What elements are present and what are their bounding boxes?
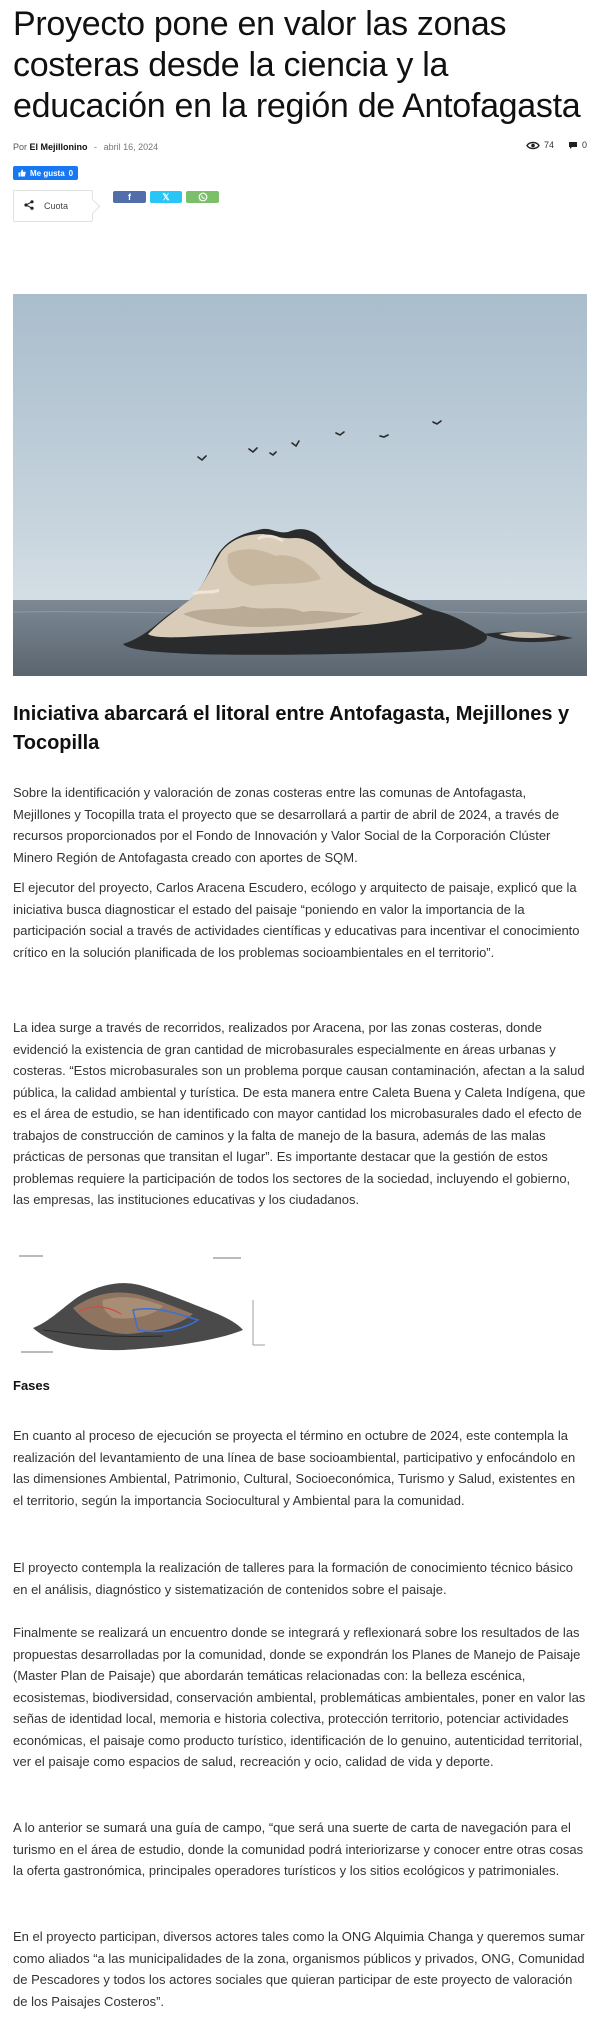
like-label: Me gusta [30,168,65,178]
views-count: 74 [543,140,554,150]
publish-date: abril 16, 2024 [103,142,159,152]
share-row [13,190,587,230]
whatsapp-icon [198,192,208,202]
paragraph-4: En cuanto al proceso de ejecución se proyecta el término en octubre de 2024, este contempla la realización del levantamiento de una línea de base socioambiental, participativo y enfocándolo en las dimensiones Ambiental, Patrimonio, Cultural, Socioeconómica, Turismo y Salud, existentes en el territorio, según la importancia Sociocultural y Ambiental para la comunidad. [13,1428,576,1508]
hero-image-rock-birds [13,294,587,676]
article-title: Proyecto pone en valor las zonas costeras desde la ciencia y la educación en la región de Antofagasta [13,5,581,125]
comment-icon [568,141,578,150]
article-stats [526,140,587,150]
whatsapp-share-button[interactable] [186,191,219,203]
meta-separator: - [94,142,98,152]
article [13,0,587,2009]
facebook-share-button[interactable] [113,191,146,203]
author-link[interactable]: El Mejillonino [29,142,88,152]
paragraph-1: Sobre la identificación y valoración de zonas costeras entre las comunas de Antofagasta, Mejillones y Tocopilla trata el proyecto que se desarrollará a partir de abril de 2024, a través de recursos proporcionados por el Fondo de Innovación y Valor Social de la Corporación Clúster Minero Región de Antofagasta creado con aportes de SQM. [13,785,560,865]
article-subtitle: Iniciativa abarcará el litoral entre Antofagasta, Mejillones y Tocopilla [13,703,570,754]
paragraph-3: La idea surge a través de recorridos, realizados por Aracena, por las zonas costeras, donde evidenció la existencia de gran cantidad de microbasurales especialmente en áreas urbanas y costeras. “Estos microbasurales son un problema porque causan contaminación, afectan a la salud pública, la calidad ambiental y turística. De esta manera entre Caleta Buena y Caleta Indígena, que es el área de estudio, se han identificado con mayor cantidad los microbasurales dado el efecto de trabajos de construcción de caminos y la falta de manejo de la basura, además de las malas prácticas de personas que transitan el lugar”. Es importante destacar que la gestión de estos problemas requiere la participación de todos los sectores de la sociedad, incluyendo el gobierno, las empresas, las instituciones educativas y los ciudadanos. [13,1020,586,1207]
thumbs-up-icon [18,169,26,177]
paragraph-7: A lo anterior se sumará una guía de campo, “que será una suerte de carta de navegación para el turismo en el área de estudio, donde la comunidad podrá interiorizarse y conocer entre otras cosas la oferta gastronómica, principales operadores turísticos y los sitios ecológicos y patrimoniales. [13,1820,584,1878]
share-icon [14,200,44,212]
paragraph-6: Finalmente se realizará un encuentro donde se integrará y reflexionará sobre los resultados de las propuestas desarrolladas por la comunidad, donde se expondrán los Planes de Manejo de Paisaje (Master Plan de Paisaje) que abordarán temáticas relacionadas con: la belleza escénica, ecosistemas, biodiversidad, conservación ambiental, problemáticas ambientales, poner en valor las señas de identidad local, memoria e historia colectiva, protección territorio, potenciar actividades económicas, el paisaje como producto turístico, identificación de lo genuino, autenticidad territorial, ver el paisaje como espacios de salud, recreación y ocio, calidad de vida y deporte. [13,1625,586,1769]
twitter-icon: 𝕏 [162,191,170,202]
paragraph-5: El proyecto contempla la realización de talleres para la formación de conocimiento técnico básico en el análisis, diagnóstico y sistematización de contenidos sobre el paisaje. [13,1560,574,1597]
comments-stat[interactable] [568,140,587,150]
byline [13,142,158,152]
eye-icon [526,141,540,150]
article-meta [13,137,587,157]
facebook-icon: f [128,192,131,202]
paragraph-8: En el proyecto participan, diversos actores tales como la ONG Alquimia Changa y queremos sumar como aliados “a las municipalidades de la zona, organismos públicos y privados, ONG, Comunidad de Pescadores y todos los actores sociales que quieran participar de este proyecto de valoración de los Paisajes Costeros”. [13,1929,585,2009]
twitter-share-button[interactable] [150,191,182,203]
like-count: 0 [68,168,74,178]
terrain-3d-map-image [13,1250,273,1360]
paragraph-2: El ejecutor del proyecto, Carlos Aracena Escudero, ecólogo y arquitecto de paisaje, explicó que la iniciativa busca diagnosticar el estado del paisaje “poniendo en valor la importancia de la participación social a través de actividades científicas y educativas para incentivar el conocimiento crítico en la solución planificada de los problemas socioambientales en el territorio”. [13,880,580,960]
comments-count: 0 [581,140,587,150]
fases-heading: Fases [13,1378,50,1393]
views-stat [526,140,554,150]
facebook-like-button[interactable] [13,166,78,180]
share-button[interactable] [13,190,93,222]
by-label: Por [13,142,28,152]
share-label: Cuota [44,201,69,211]
